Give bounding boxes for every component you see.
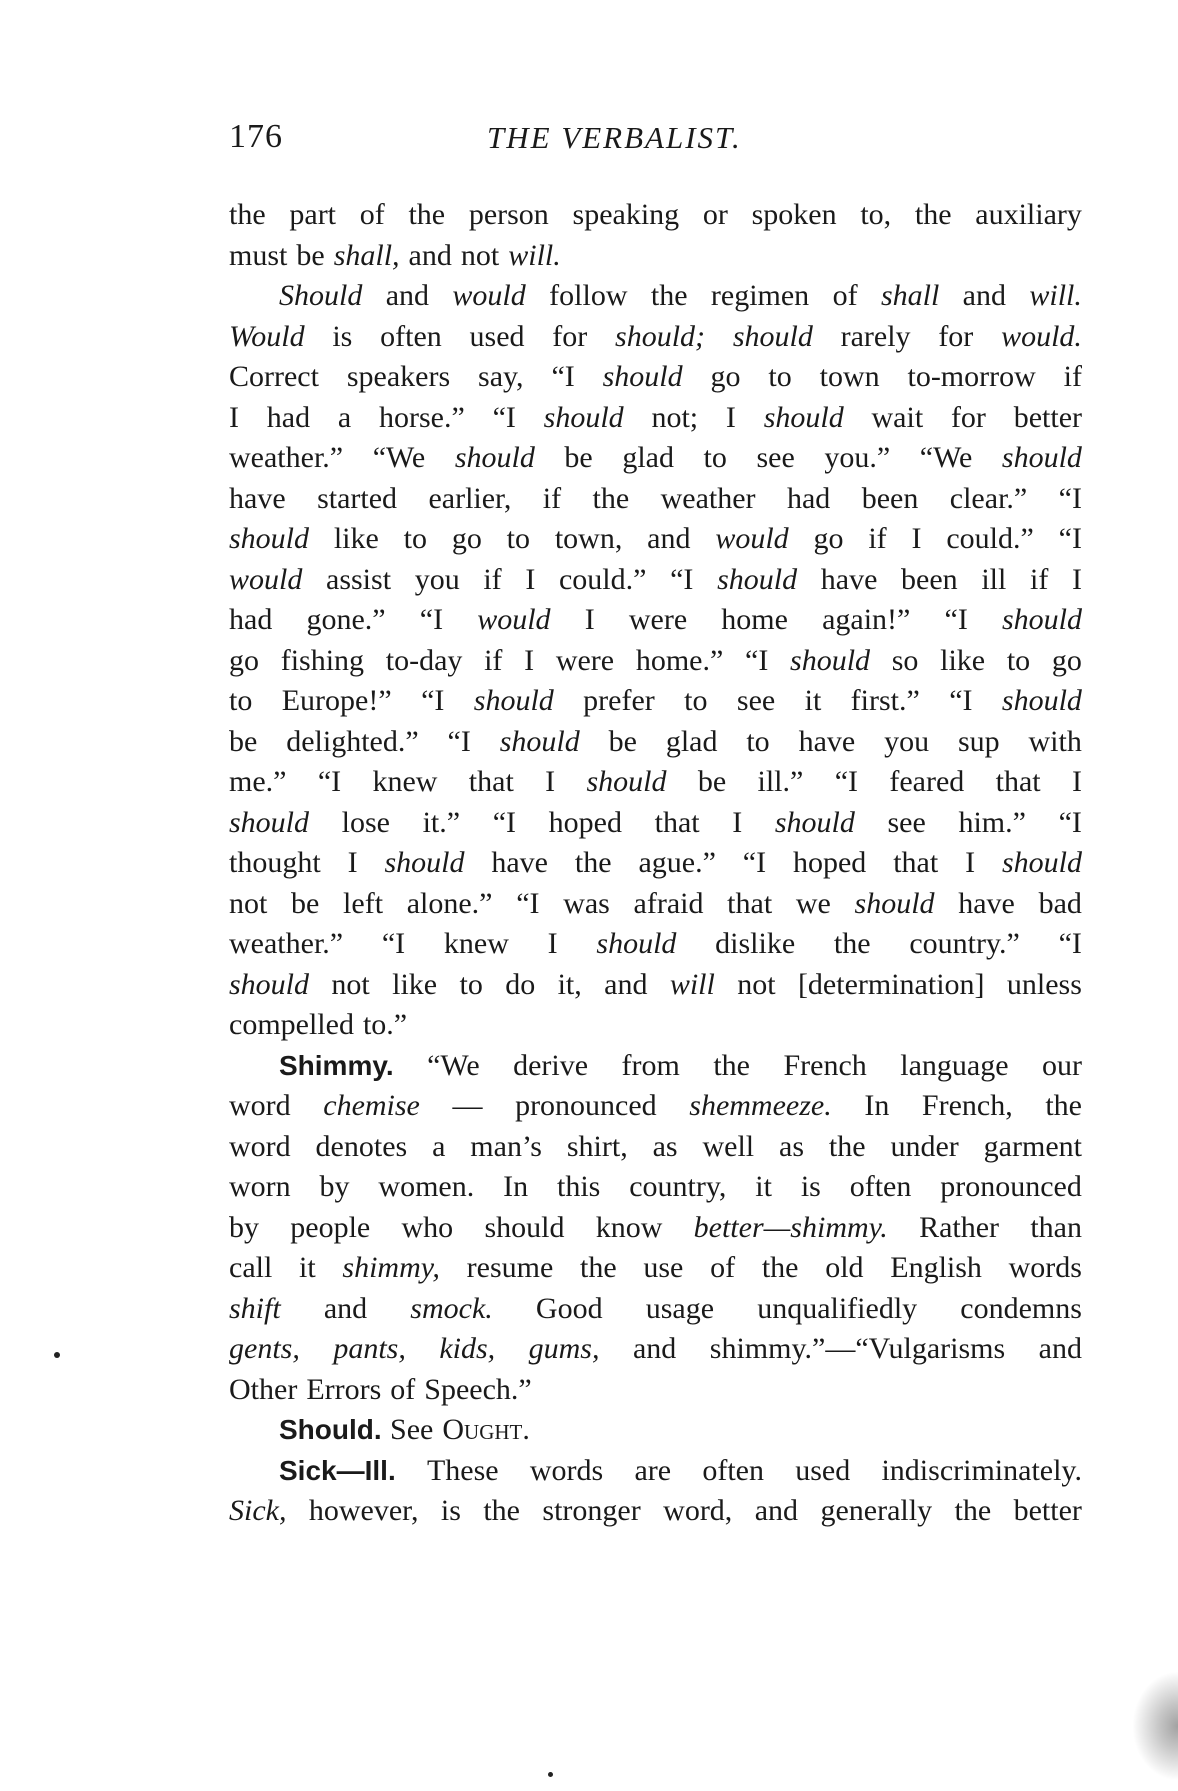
running-head: THE VERBALIST. bbox=[487, 120, 742, 155]
scan-speck bbox=[54, 1352, 60, 1358]
text-line: worn by women. In this country, it is often pronounced bbox=[229, 1170, 1082, 1203]
text-line: the part of the person speaking or spoken to, the auxiliary bbox=[229, 198, 1082, 231]
text-line: to Europe!” “I should prefer to see it first.” “I should bbox=[229, 684, 1082, 717]
page-header bbox=[229, 118, 1082, 162]
text-line: have started earlier, if the weather had been clear.” “I bbox=[229, 481, 1082, 515]
text-line: I had a horse.” “I should not; I should wait for better bbox=[229, 400, 1082, 434]
entry-sick-ill: Sick—Ill. These words are often used indiscriminately. bbox=[229, 1451, 1082, 1492]
text-line: weather.” “I knew I should dislike the country.” “I bbox=[229, 927, 1082, 960]
scan-speck bbox=[548, 1772, 553, 1777]
text-line: compelled to.” bbox=[229, 1008, 408, 1041]
text-line: must be shall, and not will. bbox=[229, 238, 561, 272]
text-line: thought I should have the ague.” “I hoped that I should bbox=[229, 846, 1082, 879]
body-text bbox=[229, 195, 1082, 1532]
text-line: shift and smock. Good usage unqualifiedly condemns bbox=[229, 1291, 1082, 1325]
text-line: had gone.” “I would I were home again!” “I should bbox=[229, 603, 1082, 636]
headword-should: Should. bbox=[279, 1414, 382, 1445]
text-line: word chemise — pronounced shemmeeze. In French, the bbox=[229, 1089, 1082, 1122]
text-line: word denotes a man’s shirt, as well as the under garment bbox=[229, 1129, 1082, 1163]
text-line: Other Errors of Speech.” bbox=[229, 1372, 532, 1406]
cross-reference: Ought. bbox=[442, 1413, 530, 1446]
text-line: go fishing to-day if I were home.” “I should so like to go bbox=[229, 643, 1082, 677]
text-line: not be left alone.” “I was afraid that we should have bad bbox=[229, 886, 1082, 920]
entry-should: Should. See Ought. bbox=[229, 1410, 1082, 1451]
text-line: Correct speakers say, “I should go to town to-morrow if bbox=[229, 360, 1082, 393]
headword-shimmy: Shimmy. bbox=[279, 1049, 394, 1081]
page-number: 176 bbox=[229, 118, 283, 155]
text-line: me.” “I knew that I should be ill.” “I feared that I bbox=[229, 765, 1082, 798]
text-line: gents, pants, kids, gums, and shimmy.”—“Vulgarisms and bbox=[229, 1332, 1082, 1365]
text-line: should lose it.” “I hoped that I should see him.” “I bbox=[229, 805, 1082, 839]
text-line: would assist you if I could.” “I should have been ill if I bbox=[229, 562, 1082, 596]
text-line: Sick, however, is the stronger word, and generally the better bbox=[229, 1494, 1082, 1527]
text-line: weather.” “We should be glad to see you.” “We should bbox=[229, 441, 1082, 474]
scan-edge-shadow bbox=[1132, 1671, 1178, 1781]
text-line: be delighted.” “I should be glad to have you sup with bbox=[229, 724, 1082, 758]
entry-shimmy: Shimmy. “We derive from the French language our bbox=[229, 1046, 1082, 1087]
text-line: Would is often used for should; should rarely for would. bbox=[229, 319, 1082, 353]
text-line: by people who should know better—shimmy. Rather than bbox=[229, 1210, 1082, 1244]
text-line: should not like to do it, and will not [determination] unless bbox=[229, 967, 1082, 1001]
paragraph-start: Should and would follow the regimen of shall and will. bbox=[279, 279, 1082, 312]
text-line: should like to go to town, and would go if I could.” “I bbox=[229, 522, 1082, 555]
headword-sick-ill: Sick—Ill. bbox=[279, 1454, 396, 1486]
text-line: call it shimmy, resume the use of the old English words bbox=[229, 1251, 1082, 1284]
